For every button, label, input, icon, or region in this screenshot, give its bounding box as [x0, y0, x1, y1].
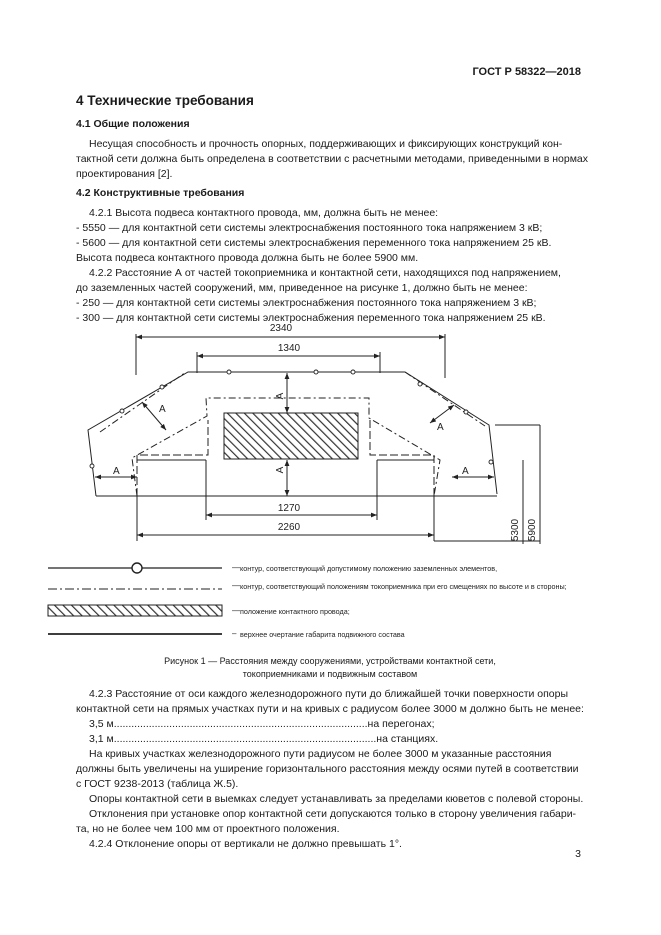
figure-caption-line-2: токоприемниками и подвижным составом — [242, 669, 418, 679]
para-4-2-1-line-3: - 5600 — для контактной сети системы электроснабжения переменного тока напряжением 25 кВ. — [76, 237, 552, 249]
subsection-4-2-title: 4.2 Конструктивные требования — [76, 187, 245, 199]
legend-text-2: контур, соответствующий положениям токоприемника при его смещениях по высоте и в стороны; — [240, 582, 567, 591]
dim-1270: 1270 — [277, 503, 301, 514]
para-4-2-2-line-3: - 250 — для контактной сети системы электроснабжения постоянного тока напряжением 3 кВ; — [76, 297, 537, 309]
para-4-2-2-line-1: 4.2.2 Расстояние А от частей токоприемника и контактной сети, находящихся под напряжением, — [89, 267, 561, 279]
legend-dash-3: — — [232, 606, 240, 615]
para-4-2-3-line-2: контактной сети на прямых участках пути и на кривых с радиусом более 3000 м должно быть не менее: — [76, 703, 584, 715]
para-4-2-3-line-1: 4.2.3 Расстояние от оси каждого железнодорожного пути до ближайшей точки поверхности опоры — [89, 688, 569, 700]
para-4-2-3-line-8: Опоры контактной сети в выемках следует устанавливать за пределами кюветов с полевой стороны. — [89, 793, 584, 805]
label-a-top: А — [275, 392, 286, 400]
para-4-2-3-line-9: Отклонения при установке опор контактной сети допускаются только в сторону увеличения габари- — [89, 808, 577, 820]
label-a-bottom: А — [275, 466, 286, 474]
page-number: 3 — [575, 848, 581, 860]
dim-1340: 1340 — [277, 343, 301, 354]
legend-hatch-bar — [48, 605, 222, 616]
para-4-2-3-line-5: На кривых участках железнодорожного пути радиусом не более 3000 м указанные расстояния — [89, 748, 552, 760]
para-4-1-line-2: тактной сети должна быть определена в соответствии с расчетными методами, приведенными в нормах — [76, 153, 589, 165]
legend-dash-1: — — [232, 563, 240, 572]
legend-text-1: контур, соответствующий допустимому положению заземленных элементов, — [240, 564, 498, 573]
para-4-1-line-3: проектирования [2]. — [76, 168, 173, 180]
figure-caption-line-1: Рисунок 1 — Расстояния между сооружениями, устройствами контактной сети, — [164, 656, 496, 666]
para-4-2-3-line-4: 3,1 м..........................................................................................на станциях. — [89, 733, 439, 745]
dim-5900: 5900 — [527, 518, 538, 542]
label-a-left: А — [159, 404, 166, 415]
legend-text-4: верхнее очертание габарита подвижного состава — [240, 630, 405, 639]
legend-dash-2: — — [232, 581, 240, 590]
document-standard-header: ГОСТ Р 58322—2018 — [472, 66, 581, 78]
contact-wire-position — [224, 413, 358, 459]
para-4-1-line-1: Несущая способность и прочность опорных, поддерживающих и фиксирующих конструкций кон- — [89, 138, 563, 150]
para-4-2-3-line-10: та, но не более чем 100 мм от проектного положения. — [76, 823, 340, 835]
para-4-2-3-line-3: 3,5 м.......................................................................................на перегонах; — [89, 718, 435, 730]
dim-5300: 5300 — [510, 518, 521, 542]
rolling-stock-gauge — [137, 420, 208, 496]
para-4-2-3-line-7: с ГОСТ 9238-2013 (таблица Ж.5). — [76, 778, 239, 790]
section-title: 4 Технические требования — [76, 93, 254, 108]
para-4-2-3-line-6: должны быть увеличены на уширение горизонтального расстояния между осями путей в соответствии — [76, 763, 579, 775]
label-a-right-low: А — [462, 466, 469, 477]
dim-2260: 2260 — [277, 522, 301, 533]
subsection-4-1-title: 4.1 Общие положения — [76, 118, 190, 130]
label-a-right: А — [437, 422, 444, 433]
para-4-2-2-line-4: - 300 — для контактной сети системы электроснабжения переменного тока напряжением 25 кВ. — [76, 312, 546, 324]
para-4-2-1-line-2: - 5550 — для контактной сети системы электроснабжения постоянного тока напряжением 3 кВ; — [76, 222, 543, 234]
dim-2340: 2340 — [269, 323, 293, 334]
legend-dash-4: – — [232, 629, 237, 638]
para-4-2-4-line-1: 4.2.4 Отклонение опоры от вертикали не должно превышать 1°. — [89, 838, 402, 850]
para-4-2-1-line-4: Высота подвеса контактного провода должна быть не более 5900 мм. — [76, 252, 419, 264]
para-4-2-2-line-2: до заземленных частей сооружений, мм, приведенное на рисунке 1, должно быть не менее: — [76, 282, 528, 294]
label-a-left-low: А — [113, 466, 120, 477]
legend-text-3: положение контактного провода; — [240, 607, 350, 616]
para-4-2-1-line-1: 4.2.1 Высота подвеса контактного провода, мм, должна быть не менее: — [89, 207, 439, 219]
